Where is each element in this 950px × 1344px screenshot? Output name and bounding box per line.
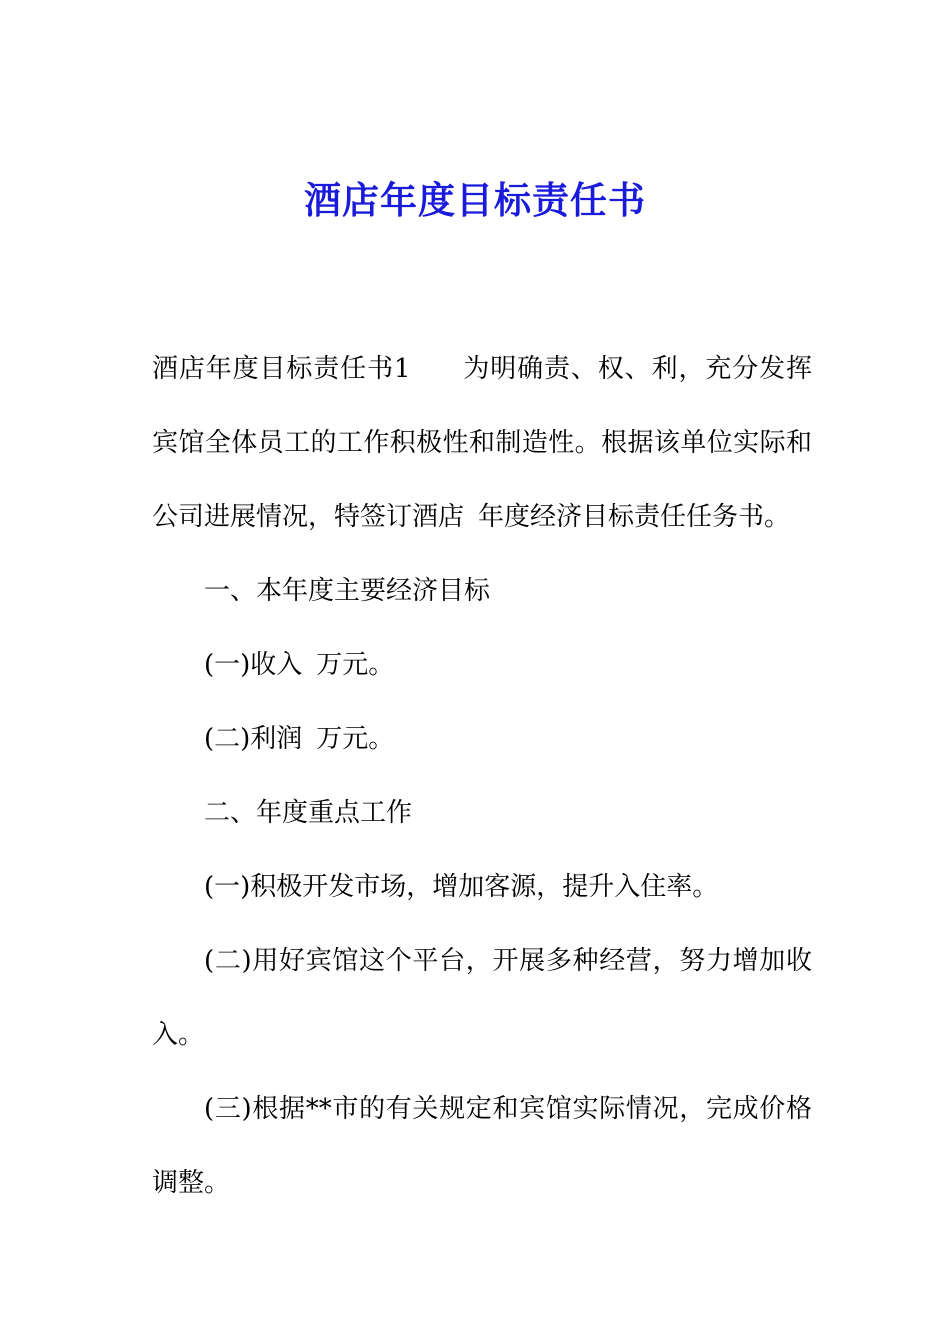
document-title: 酒店年度目标责任书 [304, 179, 646, 222]
list-item-market: (一)积极开发市场，增加客源，提升入住率。 [204, 872, 719, 902]
intro-text: 为明确责、权、利，充分发挥宾馆全体员工的工作积极性和制造性。根据该单位实际和公司进展情况，特签订酒店 [152, 354, 812, 532]
list-item-platform: (二)用好宾馆这个平台，开展多种经营，努力增加收入。 [152, 946, 812, 1050]
list-item-pricing: (三)根据**市的有关规定和宾馆实际情况，完成价格调整。 [152, 1094, 812, 1198]
section-heading-1: 一、本年度主要经济目标 [204, 576, 491, 606]
intro-text-end: 年度经济目标责任任务书。 [478, 502, 791, 532]
list-item-income: (一)收入 万元。 [204, 650, 395, 680]
list-item-profit: (二)利润 万元。 [204, 724, 395, 754]
section-heading-2: 二、年度重点工作 [204, 798, 413, 828]
document-body [152, 332, 812, 1220]
intro-paragraph [152, 332, 812, 554]
intro-heading: 酒店年度目标责任书1 [152, 354, 411, 384]
